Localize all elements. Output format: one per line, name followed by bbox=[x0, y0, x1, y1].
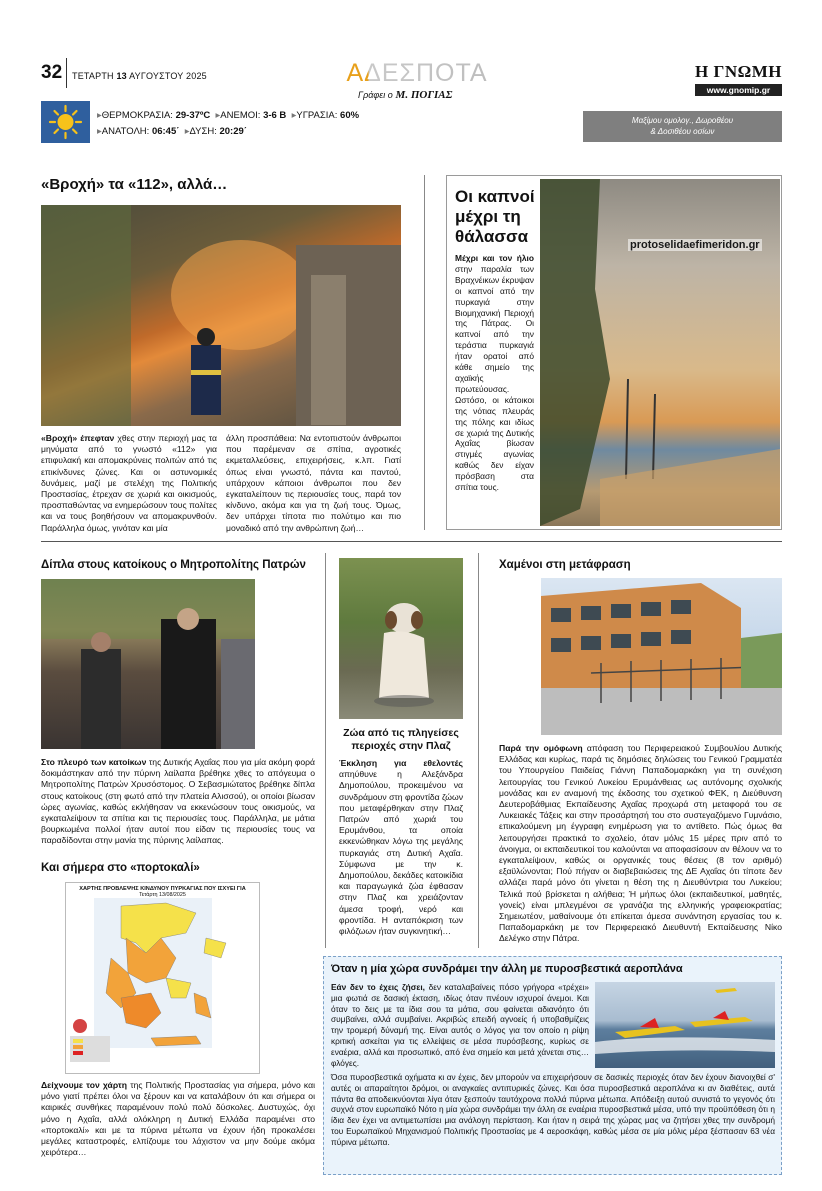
column-divider-1 bbox=[424, 175, 425, 530]
dog-image bbox=[339, 558, 463, 719]
sunset-value: 20:29΄ bbox=[219, 126, 247, 137]
article6-title: Χαμένοι στη μετάφραση bbox=[499, 559, 631, 571]
article5-body: Έκκληση για εθελοντές απηύθυνε η Αλεξάνδρα Δημοπούλου, προκειμένου να συνδράμουν στη φροντίδα ζώων που μεταφέρθηκαν στην Πλαζ Πατρών από χωριά του Ερυμάνθου, τα οποία εκκενώθηκαν λόγω της μεγάλης πυρκαγιάς στη Δυτική Αχαΐα. Σύμφωνα με την κ. Δημοπούλου, δεκάδες κατοικίδια και παραγωγικά ζώα έφθασαν στην Πλαζ και χρειάζονταν άμεσα τροφή, νερό και φροντίδα. Η ανταπόκριση των φιλόζωων ήταν συγκινητική… bbox=[339, 758, 463, 937]
article1-col2: άλλη προσπάθεια: Να εντοπιστούν άνθρωποι που παρέμεναν σε σπίτια, αγροτικές εκμεταλλεύσεις, επιχειρήσεις, κ.λπ. Γιατί όπως είναι γνωστό, πάντα και παντού, υπάρχουν κάποιοι άνθρωποι που δεν εγκαταλείπουν τις περιουσίες τους, παρά τον κίνδυνο, ακόμα και για τη ζωή τους. Όμως, δεν υπάρχει τίποτα πιο πολύτιμο και πιο μοναδικό από την ανθρώπινη ζωή… bbox=[226, 433, 401, 533]
saints-box: Μαξίμου ομολογ., Δωροθέου & Δοσιθέου οσίων bbox=[583, 111, 782, 142]
article4-body: Δείχνουμε τον χάρτη της Πολιτικής Προστασίας για σήμερα, μόνο και μόνο γιατί πρέπει όλοι να ξέρουν και να καταλάβουν ότι και σήμερα οι καιρικές συνθήκες παραμένουν πολύ πολύ δύσκολες. Δυστυχώς, όχι μόνο η Αχαΐα, αλλά ολόκληρη η Δυτική Ελλάδα παραμένει στο «πορτοκαλί» και με τα πύρινα μέτωπα να έχουν ήδη προκαλέσει μεγάλες καταστροφές, ελπίζουμε του λάχιστον να μην δούμε ακόμα χειρότερα… bbox=[41, 1080, 315, 1158]
article4-title: Και σήμερα στο «πορτοκαλί» bbox=[41, 862, 200, 874]
article5-photo bbox=[339, 558, 463, 719]
map-date: Τετάρτη 13/08/2025 bbox=[139, 892, 186, 898]
article3-photo bbox=[41, 579, 255, 749]
column-divider-2 bbox=[325, 553, 326, 948]
sunrise-value: 06:45΄ bbox=[151, 126, 180, 137]
map-title: ΧΑΡΤΗΣ ΠΡΟΒΛΕΨΗΣ ΚΙΝΔΥΝΟΥ ΠΥΡΚΑΓΙΑΣ ΠΟΥ ΙΣΧΥΕΙ ΓΙΑ bbox=[79, 886, 246, 892]
wind-value: 3-6 Β bbox=[263, 110, 287, 121]
sun-icon bbox=[41, 101, 90, 143]
article3-title: Δίπλα στους κατοίκους ο Μητροπολίτης Πατρών bbox=[41, 559, 306, 571]
humidity-label: ΥΓΡΑΣΙΑ: bbox=[296, 110, 338, 121]
article6-photo bbox=[541, 578, 782, 735]
fire-risk-map bbox=[65, 882, 260, 1074]
article6-body: Παρά την ομόφωνη απόφαση του Περιφερειακού Συμβουλίου Δυτικής Ελλάδας και κυρίως, παρά τις δημόσιες δηλώσεις του Γενικού Γραμματέα του Υπουργείου Παιδείας Γιάννη Παπαδομαρκάκη για τη συνέχιση λειτουργίας του Γενικού Λυκείου Ερυμάνθειας ως αυτόνομης σχολικής μονάδας και εν αναμονή της έκδοσης του σχετικού ΦΕΚ, η Διεύθυνση Δευτεροβάθμιας Εκπαίδευσης Αχαΐας προχωρά στη μεταφορά του σε Λυκειακές Τάξεις και στην προσάρτησή του στο συστεγαζόμενο Γυμνάσιο, επικαλούμενη μη έγγραφη ενημέρωση για το αντίθετο. Πώς όμως θα λειτουργήσει πρακτικά το σχολείο, όταν μόλις 15 μέρες πριν από το άνοιγμα, οι εκπαιδευτικοί του καλούνται να αποφασίσουν αν θέλουν να το εγκαταλείψουν, καθώς οι οργανικές τους θέσεις (8 τον αριθμό) εξαϋλώνονται; Πού πήγαν οι διαβεβαιώσεις της ΔΕ Αχαΐας ότι τίποτε δεν αλλάζει παρά μόνο ότι γίνεται η θέση της η Διευθύντρια του Λυκείου; Τελικά πού βρίσκεται η αλήθεια; Ή μήπως όλοι (εκπαιδευτικοί, μαθητές, γονείς) είναι μπλεγμένοι σε γρανάζια της ελληνικής γραφειοκρατίας; Σημειωτέον, μαθαίνουμε ότι επίκειται άμεσα συνάντηση εργασίας του κ. Παπαδομαρκάκη με τον Περιφερειακό Διευθυντή Εκπαίδευσης Νίκο Δελέγκο στην Πάτρα. bbox=[499, 743, 782, 944]
article5-title: Ζώα από τις πληγείσες περιοχές στην Πλαζ bbox=[343, 727, 459, 752]
weather-row-2: ▸ΑΝΑΤΟΛΗ: 06:45΄ ▸ΔΥΣΗ: 20:29΄ bbox=[97, 126, 247, 137]
column-divider-3 bbox=[478, 553, 479, 948]
issue-date: ΤΕΤΑΡΤΗ 13 ΑΥΓΟΥΣΤΟΥ 2025 bbox=[72, 71, 207, 81]
wind-label: ΑΝΕΜΟΙ: bbox=[220, 110, 261, 121]
article2-title: Οι καπνοί μέχρι τη θάλασσα bbox=[455, 187, 535, 246]
weather-sun-box bbox=[41, 101, 90, 143]
firefighting-planes-image bbox=[595, 982, 775, 1068]
humidity-value: 60% bbox=[340, 110, 360, 121]
article7-body-bottom: Όσα πυροσβεστικά οχήματα κι αν έχεις, δεν μπορούν να επιχειρήσουν σε δασικές περιοχές όταν δεν έχουν διανοιχθεί σ' αυτές οι απαραίτητοι δρόμοι, οι αναγκαίες αντιπυρικές ζώνες. Και όσα πυροσβεστικά αεροπλάνα κι αν διαθέτεις, αυτά πάντα θα αποδεικνύονται λίγα όταν ξεσπούν ταυτόχρονα πολλά πύρινα μέτωπα. Απόδειξη αυτού συνιστά το γεγονός ότι συχνά στον ευρωπαϊκό Νότο η μία χώρα συνδράμει την άλλη σε εναέρια πυροσβεστικά μέσα, υπό την προϋπόθεση ότι η ίδια δεν έχει να αντιμετωπίσει μια ανάλογη περίσταση. Και ήταν η σειρά της χώρας μας να ζητήσει χθες την συνδρομή του Ευρωπαϊκού Μηχανισμού Πολιτικής Προστασίας με 4 αεροσκάφη, καθώς μέσα σε μία μόλις μέρα ξέσπασαν 63 νέα πύρινα μέτωπα. bbox=[331, 1072, 775, 1147]
article1-col1: «Βροχή» έπεφταν χθες στην περιοχή μας τα μηνύματα από το γνωστό «112» για επιφυλακή και απομακρύνεις πολιτών από τις επικίνδυνες ζώνες. Και οι αστυνομικές δυνάμεις, μαζί με στελέχη της Πολιτικής Προστασίας, έτρεχαν σε χωριά και οικισμούς, προσπαθώντας να ενημερώσουν τους πολίτες και να τους βοηθήσουν να απομακρυνθούν. Παράλληλα όμως, γινόταν και μία bbox=[41, 433, 217, 533]
weather-row-1: ▸ΘΕΡΜΟΚΡΑΣΙΑ: 29-37ºC ▸ΑΝΕΜΟΙ: 3-6 Β ▸ΥΓΡΑΣΙΑ: 60% bbox=[97, 110, 360, 121]
article1-title: «Βροχή» τα «112», αλλά… bbox=[41, 176, 228, 193]
greece-map-image bbox=[66, 898, 261, 1068]
masthead bbox=[0, 0, 822, 100]
article2-body: Μέχρι και τον ήλιο στην παραλία των Βραχνέικων έκρυψαν οι καπνοί από την πυρκαγιά στην Βιομηχανική Περιοχή της Πάτρας. Οι καπνοί από την τεράστια πυρκαγιά ήταν ορατοί από κάθε σημείο της αχαϊκής πρωτεύουσας. Ωστόσο, οι κάτοικοι της νότιας πλευράς της πόλης και ιδίως σε χωριά της Δυτικής Αχαΐας βίωσαν στιγμές αγωνίας καθώς δεν είχαν πρόσβαση στα σπίτια τους. bbox=[455, 253, 534, 493]
school-building-image bbox=[541, 578, 782, 735]
temperature-value: 29-37ºC bbox=[175, 110, 211, 121]
sunrise-label: ΑΝΑΤΟΛΗ: bbox=[101, 126, 150, 137]
article7-title: Όταν η μία χώρα συνδράμει την άλλη με πυροσβεστικά αεροπλάνα bbox=[331, 963, 683, 975]
article3-body: Στο πλευρό των κατοίκων της Δυτικής Αχαΐας που για μία ακόμη φορά δοκιμάστηκαν από την πύρινη λαίλαπα βρέθηκε χθες το απόγευμα ο Μητροπολίτης Πατρών Χρυσόστομος. Ο Σεβασμιώτατος βρέθηκε δίπλα στους κατοίκους (στη φωτό από την πλατεία Αλισσού), οι οποίοι βίωσαν ώρες αγωνίας, καθώς εκλήθησαν να εκκενώσουν τους οικισμούς, να εγκαταλείψουν τα σπίτια και τις περιουσίες τους. Παράλληλα, με μάτια βουρκωμένα πολλοί ήταν αυτοί που είδαν τις περιουσίες τους να παραδίδονται στην μανία της πύρινης λαίλαπας. bbox=[41, 757, 315, 846]
watermark: protoselidaefimeridon.gr bbox=[630, 239, 760, 251]
article1-photo bbox=[41, 205, 401, 426]
article2-photo bbox=[540, 179, 780, 526]
article7-body-top: Εάν δεν το έχεις ζήσει, δεν καταλαβαίνεις πόσο γρήγορα «τρέχει» μια φωτιά σε δασική έκταση, ιδίως όταν πνέουν ισχυροί άνεμοι. Και όταν το δεις με τα ίδια σου τα μάτια, σου φαίνεται αδιανόητο ότι συμβαίνει, αλλά συμβαίνει. Ακριβώς επειδή αγνοείς ή υποβαθμίζεις την τρομερή δύναμή της. Είναι αυτός ο λόγος για τον οποίο η ρίψη κριτική ασκείται για τις ελλείψεις σε μέσα πυρόσβεσης, κυρίως σε εναέρια, αλλά και προσωπικό, από ένα σημείο και μετά χάνεται στις… φλόγες. bbox=[331, 982, 589, 1068]
header-left-rule bbox=[66, 58, 67, 88]
temperature-label: ΘΕΡΜΟΚΡΑΣΙΑ: bbox=[101, 110, 173, 121]
firefighter-image bbox=[41, 205, 401, 426]
column-byline: Γράφει ο Μ. ΠΟΓΙΑΣ bbox=[358, 89, 453, 101]
page-number: 32 bbox=[41, 62, 63, 83]
weather-bar bbox=[41, 101, 782, 143]
column-title: ΑΔΕΣΠΟΤΑ bbox=[346, 59, 488, 87]
metropolitan-crowd-image bbox=[41, 579, 255, 749]
paper-web: www.gnomip.gr bbox=[695, 84, 782, 96]
section-divider bbox=[41, 541, 782, 542]
smoke-beach-image bbox=[540, 179, 780, 526]
paper-logo: Η ΓΝΩΜΗ bbox=[695, 62, 782, 81]
article7-photo bbox=[595, 982, 775, 1068]
sunset-label: ΔΥΣΗ: bbox=[189, 126, 217, 137]
